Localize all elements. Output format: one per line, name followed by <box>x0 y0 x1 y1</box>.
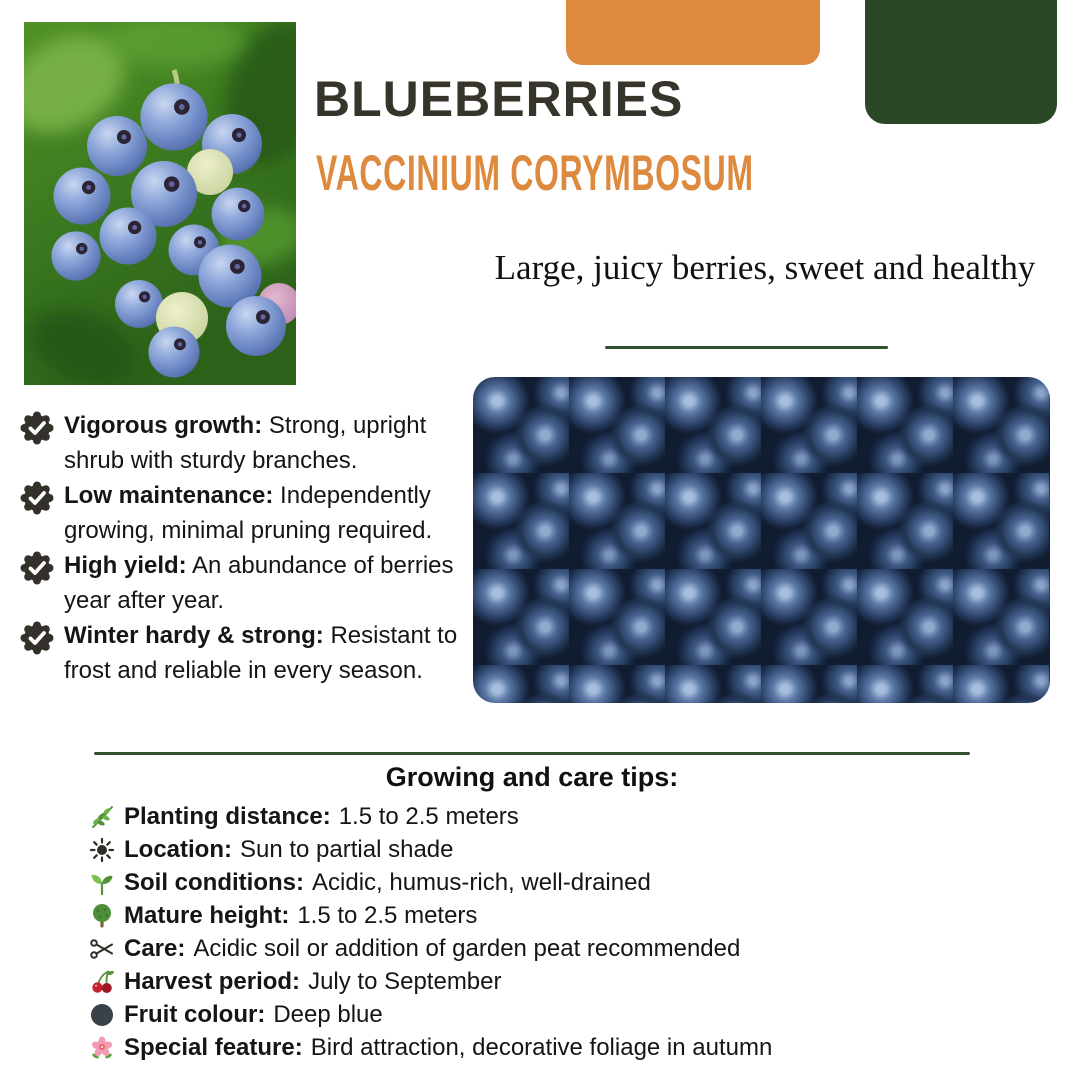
check-badge-icon <box>20 621 54 655</box>
check-badge-icon <box>20 481 54 515</box>
tip-value: Acidic soil or addition of garden peat recommended <box>193 934 741 962</box>
blueberry-branch-illustration <box>24 22 296 385</box>
feature-item <box>20 408 478 478</box>
tip-value: Deep blue <box>273 1000 383 1028</box>
tips-list <box>88 800 1048 1064</box>
tip-value: 1.5 to 2.5 meters <box>297 901 478 929</box>
tip-label: Care: <box>124 934 186 962</box>
circle-icon <box>88 1001 115 1028</box>
seedling-icon <box>88 869 115 896</box>
tree-icon <box>88 902 115 929</box>
blueberry-branch-photo <box>24 22 296 385</box>
tip-row <box>88 932 1048 965</box>
herb-icon <box>88 803 115 830</box>
tip-label: Fruit colour: <box>124 1000 266 1028</box>
tip-value: Bird attraction, decorative foliage in autumn <box>310 1033 773 1061</box>
feature-text: Vigorous growth: Strong, upright shrub with sturdy branches. <box>64 412 427 474</box>
tip-label: Soil conditions: <box>124 868 304 896</box>
feature-list <box>20 408 478 688</box>
green-decor-rect <box>865 0 1057 124</box>
tip-row <box>88 899 1048 932</box>
feature-text: High yield: An abundance of berries year after year. <box>64 552 454 614</box>
orange-decor-rect <box>566 0 820 65</box>
tip-label: Harvest period: <box>124 967 301 995</box>
feature-item <box>20 618 478 688</box>
latin-name-subtitle: VACCINIUM CORYMBOSUM <box>316 145 754 201</box>
tip-row <box>88 1031 1048 1064</box>
tip-row <box>88 965 1048 998</box>
tip-row <box>88 866 1048 899</box>
tip-row <box>88 833 1048 866</box>
feature-item <box>20 548 478 618</box>
tip-label: Location: <box>124 835 232 863</box>
tagline: Large, juicy berries, sweet and healthy <box>494 248 1036 287</box>
tip-label: Planting distance: <box>124 802 331 830</box>
sun-icon <box>88 836 115 863</box>
scissors-icon <box>88 935 115 962</box>
tip-value: July to September <box>308 967 502 995</box>
blueberries-closeup-photo <box>473 377 1050 703</box>
feature-text: Low maintenance: Independently growing, minimal pruning required. <box>64 482 433 544</box>
tip-value: Sun to partial shade <box>240 835 454 863</box>
tip-row <box>88 998 1048 1031</box>
feature-item <box>20 478 478 548</box>
tip-value: Acidic, humus-rich, well-drained <box>312 868 651 896</box>
feature-text: Winter hardy & strong: Resistant to frost and reliable in every season. <box>64 622 458 684</box>
page-title: BLUEBERRIES <box>314 71 684 127</box>
cherries-icon <box>88 968 115 995</box>
check-badge-icon <box>20 411 54 445</box>
tip-value: 1.5 to 2.5 meters <box>338 802 519 830</box>
tip-label: Special feature: <box>124 1033 303 1061</box>
flower-icon <box>88 1034 115 1061</box>
header-divider <box>605 346 888 349</box>
tips-divider <box>94 752 970 755</box>
check-badge-icon <box>20 551 54 585</box>
tips-heading: Growing and care tips: <box>385 762 679 792</box>
tip-label: Mature height: <box>124 901 290 929</box>
tip-row <box>88 800 1048 833</box>
